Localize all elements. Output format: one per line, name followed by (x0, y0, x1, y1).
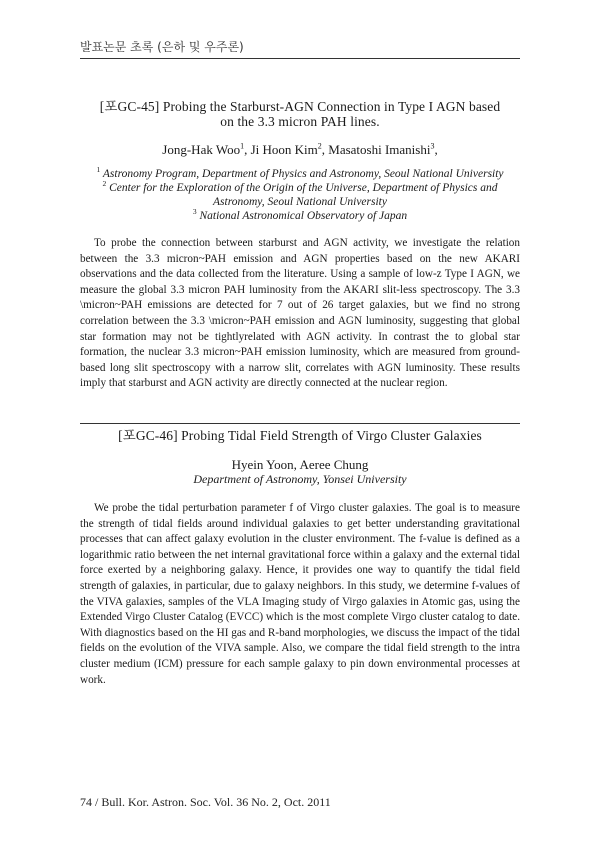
header-rule (80, 58, 520, 59)
paper1-abstract: To probe the connection between starburst and AGN activity, we investigate the relation between the 3.3 micron~PAH emission and AGN properties based on the new AKARI observations and the data collected from the literature. Using a sample of low-z Type I AGN, we measure the global 3.3 micron PAH luminosity from the AKARI slit-less spectroscopy. The 3.3 \micron~PAH emissions are detected for 7 out of 26 target galaxies, but we find no strong correlation between the 3.3 \micron~PAH emission and AGN luminosity, suggesting that global star formation may not be tightlyrelated with AGN activity. In contrast the to global star formation, the nuclear 3.3 micron~PAH emission luminosity, which are measured from ground-based long slit spectroscopy with a narrow slit, correlates with AGN luminosity. These results imply that starburst and AGN activity are directly connected at the nuclear region. (80, 237, 520, 390)
affiliation-1 (80, 167, 520, 181)
affiliation-3 (80, 209, 520, 223)
author-separator: , (321, 142, 329, 157)
affiliation-2 (80, 181, 520, 195)
author-affil-mark: 2 (317, 141, 322, 151)
paper2-title: [포GC-46] Probing Tidal Field Strength of Virgo Cluster Galaxies (118, 428, 482, 443)
author-name: Masatoshi Imanishi (328, 142, 431, 157)
author-separator: , (434, 142, 438, 157)
page-footer: 74 / Bull. Kor. Astron. Soc. Vol. 36 No. 2, Oct. 2011 (80, 795, 331, 809)
affil-text: National Astronomical Observatory of Japan (199, 210, 408, 222)
running-header: 발표논문 초록 (은하 및 우주론) (80, 40, 244, 54)
author-name: Jong-Hak Woo (162, 142, 241, 157)
affil-mark: 2 (102, 179, 107, 189)
section-divider (80, 423, 520, 424)
author-affil-mark: 3 (430, 141, 435, 151)
affil-mark: 3 (192, 207, 197, 217)
author-name: Ji Hoon Kim (250, 142, 318, 157)
paper1-authors (80, 142, 520, 157)
paper2-authors: Hyein Yoon, Aeree Chung (231, 457, 369, 472)
affil-text: Astronomy Program, Department of Physics and Astronomy, Seoul National University (102, 168, 504, 180)
author-affil-mark: 1 (240, 141, 245, 151)
author-separator: , (244, 142, 251, 157)
paper1-title-line1: [포GC-45] Probing the Starburst-AGN Connection in Type I AGN based (99, 99, 501, 114)
affil-text: Center for the Exploration of the Origin of the Universe, Department of Physics and (109, 182, 498, 194)
affiliation-2-cont: Astronomy, Seoul National University (213, 196, 387, 208)
affil-mark: 1 (96, 165, 101, 175)
paper1-affiliations (80, 167, 520, 223)
paper1-title (80, 99, 520, 129)
paper2-abstract: We probe the tidal perturbation parameter f of Virgo cluster galaxies. The goal is to measure the strength of tidal fields around individual galaxies to get better understanding gravitational processes that can affect galaxy evolution in the cluster environment. The f-value is defined as a logarithmic ratio between the net internal gravitational force within a galaxy and the external tidal force exerted by a neighboring galaxy. Hence, it provides one way to quantify the tidal field strength of galaxies, in particular, due to galaxy neighbors. In this study, we determine f-values of the VIVA galaxies, samples of the VLA Imaging study of Virgo galaxies in Atomic gas, using the Extended Virgo Cluster Catalog (EVCC) which is the most complete Virgo cluster catalog to date. With diagnostics based on the HI gas and R-band morphologies, we discuss the impact of the tidal fields on the evolution of the VIVA sample. Also, we compare the tidal field strength to the intra cluster medium (ICM) pressure for each sample galaxy to pin down environmental processes at work. (80, 502, 520, 686)
paper1-title-line2: on the 3.3 micron PAH lines. (220, 114, 380, 129)
paper2-affiliation: Department of Astronomy, Yonsei University (193, 472, 407, 486)
